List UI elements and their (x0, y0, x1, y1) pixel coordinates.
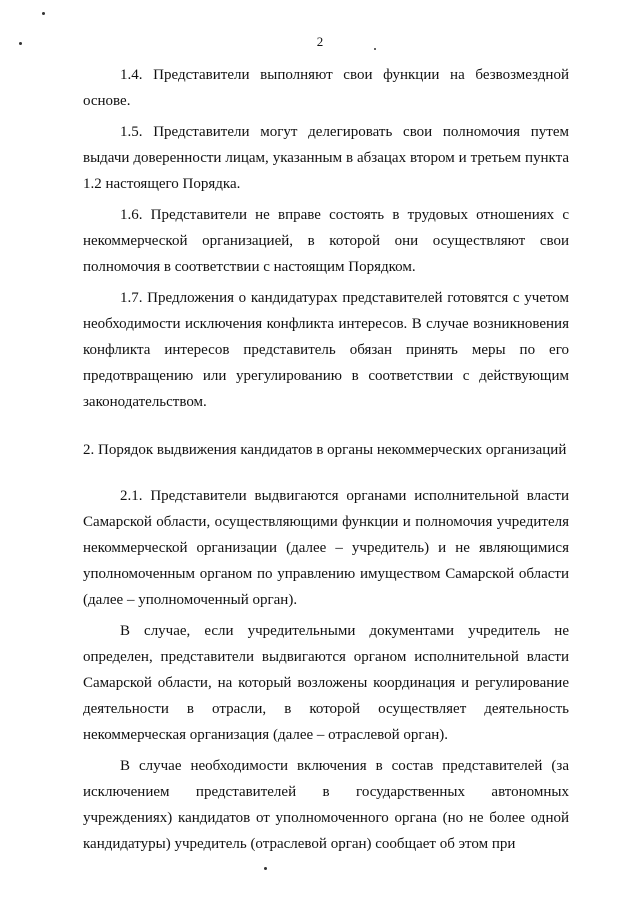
paragraph-2-1-second: В случае, если учредительными документами учредитель не определен, представители выдвигаются органом исполнительной власти Самарской области, на который возложены координация и регулирование деятельности в отрасли, в которой осуществляет деятельность некоммерческая организация (далее – отраслевой орган). (83, 623, 569, 743)
paragraph-1-4: 1.4. Представители выполняют свои функции на безвозмездной основе. (83, 67, 569, 109)
page-number: 2 (316, 34, 324, 49)
paragraph-1-7: 1.7. Предложения о кандидатурах представителей готовятся с учетом необходимости исключения конфликта интересов. В случае возникновения конфликта интересов представитель обязан принять меры по его предотвращению или урегулированию в соответствии с действующим законодательством. (83, 290, 569, 410)
paragraph-1-6: 1.6. Представители не вправе состоять в трудовых отношениях с некоммерческой организацией, в которой они осуществляют свои полномочия в соответствии с настоящим Порядком. (83, 207, 569, 275)
scan-speck (264, 867, 267, 870)
paragraph-2-1-third: В случае необходимости включения в состав представителей (за исключением представителей в государственных автономных учреждениях) кандидатов от уполномоченного органа (но не более одной кандидатуры) учредитель (отраслевой орган) сообщает об этом при (83, 758, 569, 852)
document-body (83, 62, 569, 862)
paragraph-1-5: 1.5. Представители могут делегировать свои полномочия путем выдачи доверенности лицам, указанным в абзацах втором и третьем пункта 1.2 настоящего Порядка. (83, 124, 569, 192)
section-2-heading: 2. Порядок выдвижения кандидатов в органы некоммерческих организаций (83, 442, 567, 458)
scan-speck (42, 12, 45, 15)
paragraph-2-1: 2.1. Представители выдвигаются органами исполнительной власти Самарской области, осуществляющими функции и полномочия учредителя некоммерческой организации (далее – учредитель) и не являющимися уполномоченным органом по управлению имуществом Самарской области (далее – уполномоченный орган). (83, 488, 569, 608)
